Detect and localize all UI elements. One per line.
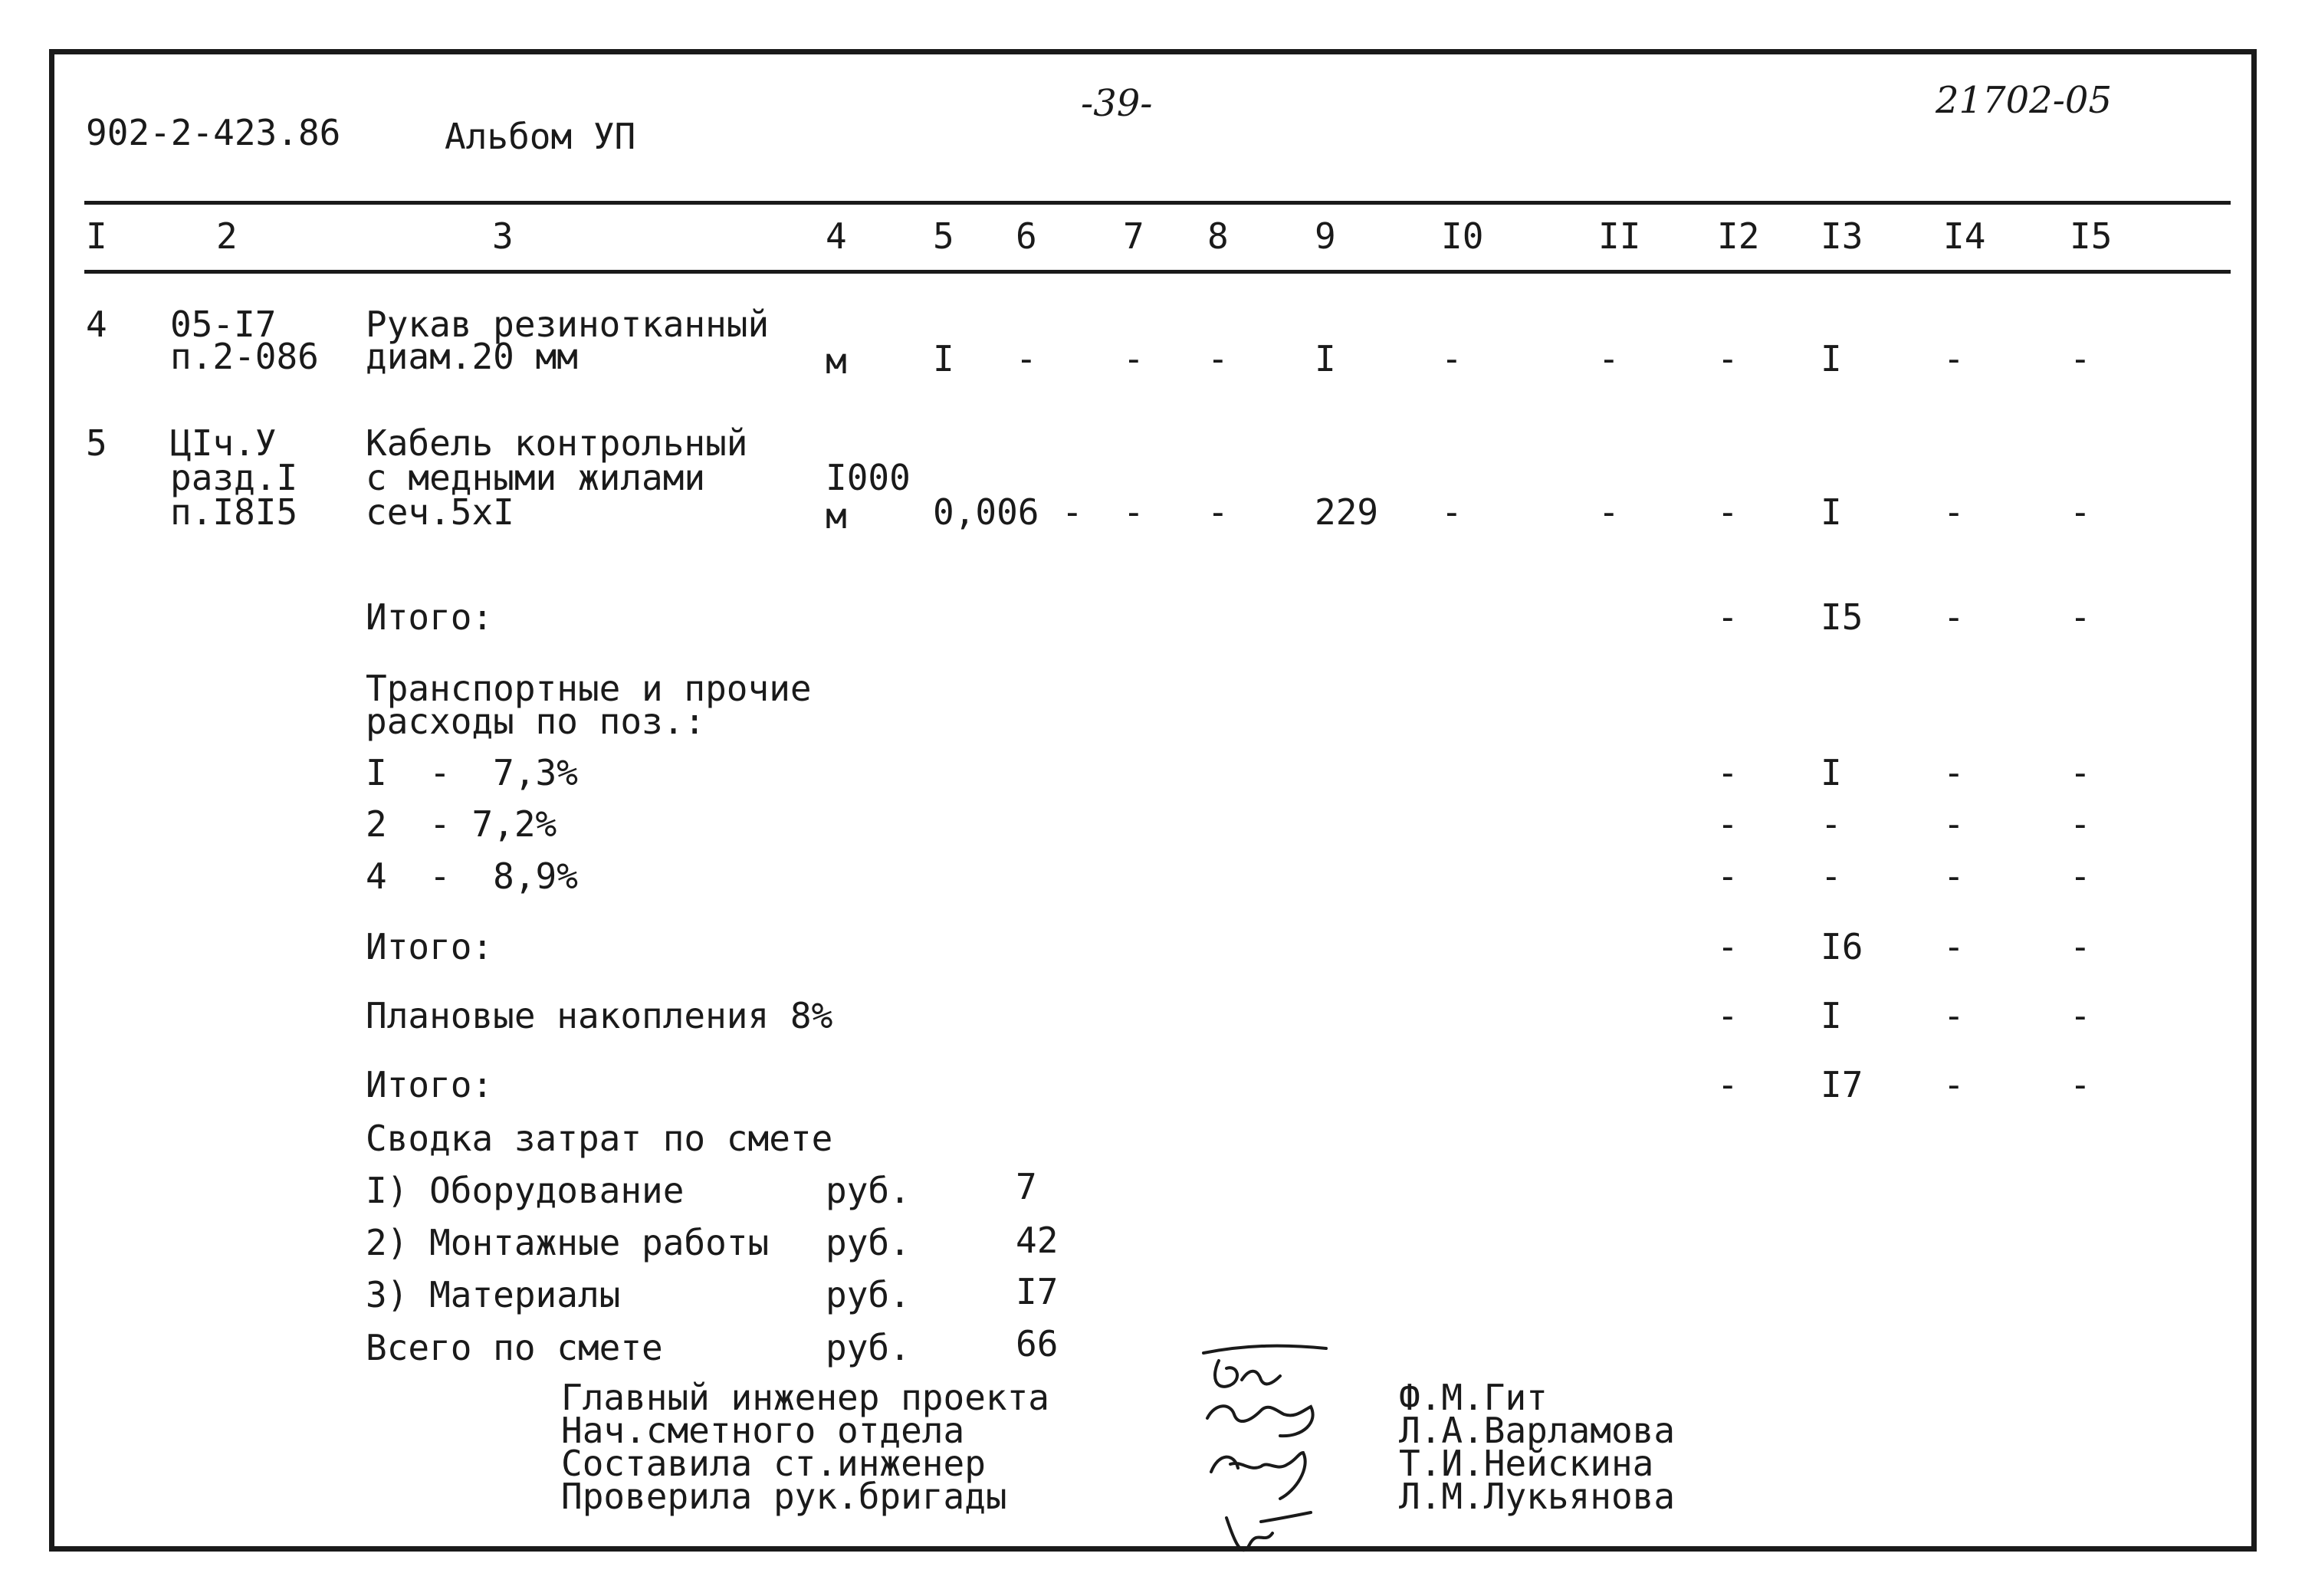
cell-c14: - <box>1943 855 1965 897</box>
transport-label: расходы по поз.: <box>366 701 706 742</box>
cell-c14: - <box>1943 995 1965 1036</box>
signature-name: Л.М.Лукьянова <box>1399 1476 1676 1517</box>
cell-c13: I <box>1821 752 1842 793</box>
cell-c13: - <box>1821 855 1842 897</box>
summary-item-unit: руб. <box>826 1170 911 1211</box>
document-frame <box>49 49 2257 1552</box>
row-code-line: ЦIч.У <box>170 422 277 464</box>
cell-c15: - <box>2070 803 2091 845</box>
col-8: 8 <box>1207 215 1229 257</box>
summary-item-label: 2) Монтажные работы <box>366 1222 770 1263</box>
subtotal-label: Итого: <box>366 1064 494 1105</box>
cell-c15: - <box>2070 596 2091 638</box>
cell-c5: I <box>933 338 954 379</box>
summary-item-value: 42 <box>1016 1220 1059 1261</box>
album-label: Альбом УП <box>445 116 636 157</box>
cell-c13: - <box>1821 803 1842 845</box>
row-code-line: п.I8I5 <box>170 491 298 533</box>
cell-c15: - <box>2070 338 2091 379</box>
row-name-line: с медными жилами <box>366 457 706 498</box>
row-number: 4 <box>86 304 107 345</box>
cell-c15: - <box>2070 1064 2091 1105</box>
cell-c10: - <box>1441 491 1463 533</box>
cell-c14: - <box>1943 491 1965 533</box>
cell-c15: - <box>2070 855 2091 897</box>
summary-item-value: 7 <box>1016 1166 1037 1207</box>
handwritten-signatures <box>1196 1338 1395 1568</box>
cell-c13: I7 <box>1821 1064 1863 1105</box>
cell-c12: - <box>1717 926 1739 967</box>
signature-role: Проверила рук.бригады <box>561 1476 1007 1517</box>
cell-c12: - <box>1717 596 1739 638</box>
summary-item-unit: руб. <box>826 1274 911 1315</box>
cell-c11: - <box>1598 491 1620 533</box>
transport-item: 4 - 8,9% <box>366 855 578 897</box>
row-code-line: разд.I <box>170 457 298 498</box>
cell-c12: - <box>1717 338 1739 379</box>
row-name-line: сеч.5хI <box>366 491 514 533</box>
summary-item-label: I) Оборудование <box>366 1170 685 1211</box>
row-number: 5 <box>86 422 107 464</box>
signature-name: Л.А.Варламова <box>1399 1410 1676 1451</box>
col-11: II <box>1598 215 1641 257</box>
cell-c14: - <box>1943 1064 1965 1105</box>
cell-c13: I <box>1821 491 1842 533</box>
col-15: I5 <box>2070 215 2113 257</box>
col-3: 3 <box>492 215 514 257</box>
inventory-number: 21702-05 <box>1936 79 2112 122</box>
transport-item: 2 - 7,2% <box>366 803 557 845</box>
cell-c15: - <box>2070 752 2091 793</box>
col-6: 6 <box>1016 215 1037 257</box>
cell-c8: - <box>1207 491 1229 533</box>
row-code-line: 05-I7 <box>170 304 277 345</box>
doc-code: 902-2-423.86 <box>86 112 341 153</box>
summary-item-value: 66 <box>1016 1323 1059 1364</box>
cell-c14: - <box>1943 803 1965 845</box>
cell-c8: - <box>1207 338 1229 379</box>
col-14: I4 <box>1943 215 1986 257</box>
cell-c14: - <box>1943 338 1965 379</box>
cell-c12: - <box>1717 995 1739 1036</box>
transport-label: Транспортные и прочие <box>366 668 812 709</box>
cell-c14: - <box>1943 926 1965 967</box>
summary-total-label: Всего по смете <box>366 1327 663 1368</box>
col-4: 4 <box>826 215 847 257</box>
summary-item-unit: руб. <box>826 1222 911 1263</box>
cell-c15: - <box>2070 926 2091 967</box>
cell-c13: I <box>1821 995 1842 1036</box>
row-unit: м <box>826 495 847 537</box>
cell-c13: I5 <box>1821 596 1863 638</box>
signature-role: Главный инженер проекта <box>561 1377 1049 1418</box>
row-name-line: диам.20 мм <box>366 336 578 377</box>
summary-item-label: 3) Материалы <box>366 1274 621 1315</box>
cell-c11: - <box>1598 338 1620 379</box>
col-1: I <box>86 215 107 257</box>
transport-item: I - 7,3% <box>366 752 578 793</box>
cell-c6: - <box>1016 338 1037 379</box>
signature-role: Нач.сметного отдела <box>561 1410 965 1451</box>
cell-c15: - <box>2070 491 2091 533</box>
col-12: I2 <box>1717 215 1760 257</box>
row-code-line: п.2-086 <box>170 336 319 377</box>
col-9: 9 <box>1315 215 1336 257</box>
cell-c10: - <box>1441 338 1463 379</box>
cell-c5: 0,006 <box>933 491 1039 533</box>
col-2: 2 <box>216 215 238 257</box>
col-7: 7 <box>1123 215 1144 257</box>
row-name-line: Рукав резинотканный <box>366 304 770 345</box>
cell-c13: I6 <box>1821 926 1863 967</box>
cell-c7: - <box>1123 338 1144 379</box>
summary-item-value: I7 <box>1016 1271 1059 1312</box>
subtotal-label: Итого: <box>366 926 494 967</box>
cell-c9: 229 <box>1315 491 1379 533</box>
cell-c12: - <box>1717 752 1739 793</box>
cell-c12: - <box>1717 1064 1739 1105</box>
signature-name: Ф.М.Гит <box>1399 1377 1548 1418</box>
cell-c15: - <box>2070 995 2091 1036</box>
summary-title: Сводка затрат по смете <box>366 1118 833 1159</box>
planned-savings-label: Плановые накопления 8% <box>366 995 833 1036</box>
col-13: I3 <box>1821 215 1863 257</box>
header-rule-bottom <box>84 270 2231 274</box>
cell-c14: - <box>1943 752 1965 793</box>
cell-c13: I <box>1821 338 1842 379</box>
row-unit: м <box>826 340 847 382</box>
col-5: 5 <box>933 215 954 257</box>
header-rule-top <box>84 201 2231 205</box>
signature-role: Составила ст.инженер <box>561 1443 986 1484</box>
signature-name: Т.И.Нейскина <box>1399 1443 1654 1484</box>
cell-c14: - <box>1943 596 1965 638</box>
subtotal-label: Итого: <box>366 596 494 638</box>
row-unit: I000 <box>826 457 911 498</box>
cell-c7: - <box>1123 491 1144 533</box>
cell-c9: I <box>1315 338 1336 379</box>
page-number: -39- <box>1081 82 1153 125</box>
summary-item-unit: руб. <box>826 1327 911 1368</box>
row-name-line: Кабель контрольный <box>366 422 748 464</box>
cell-c12: - <box>1717 491 1739 533</box>
cell-c6: - <box>1062 491 1083 533</box>
cell-c12: - <box>1717 803 1739 845</box>
cell-c12: - <box>1717 855 1739 897</box>
col-10: I0 <box>1441 215 1484 257</box>
